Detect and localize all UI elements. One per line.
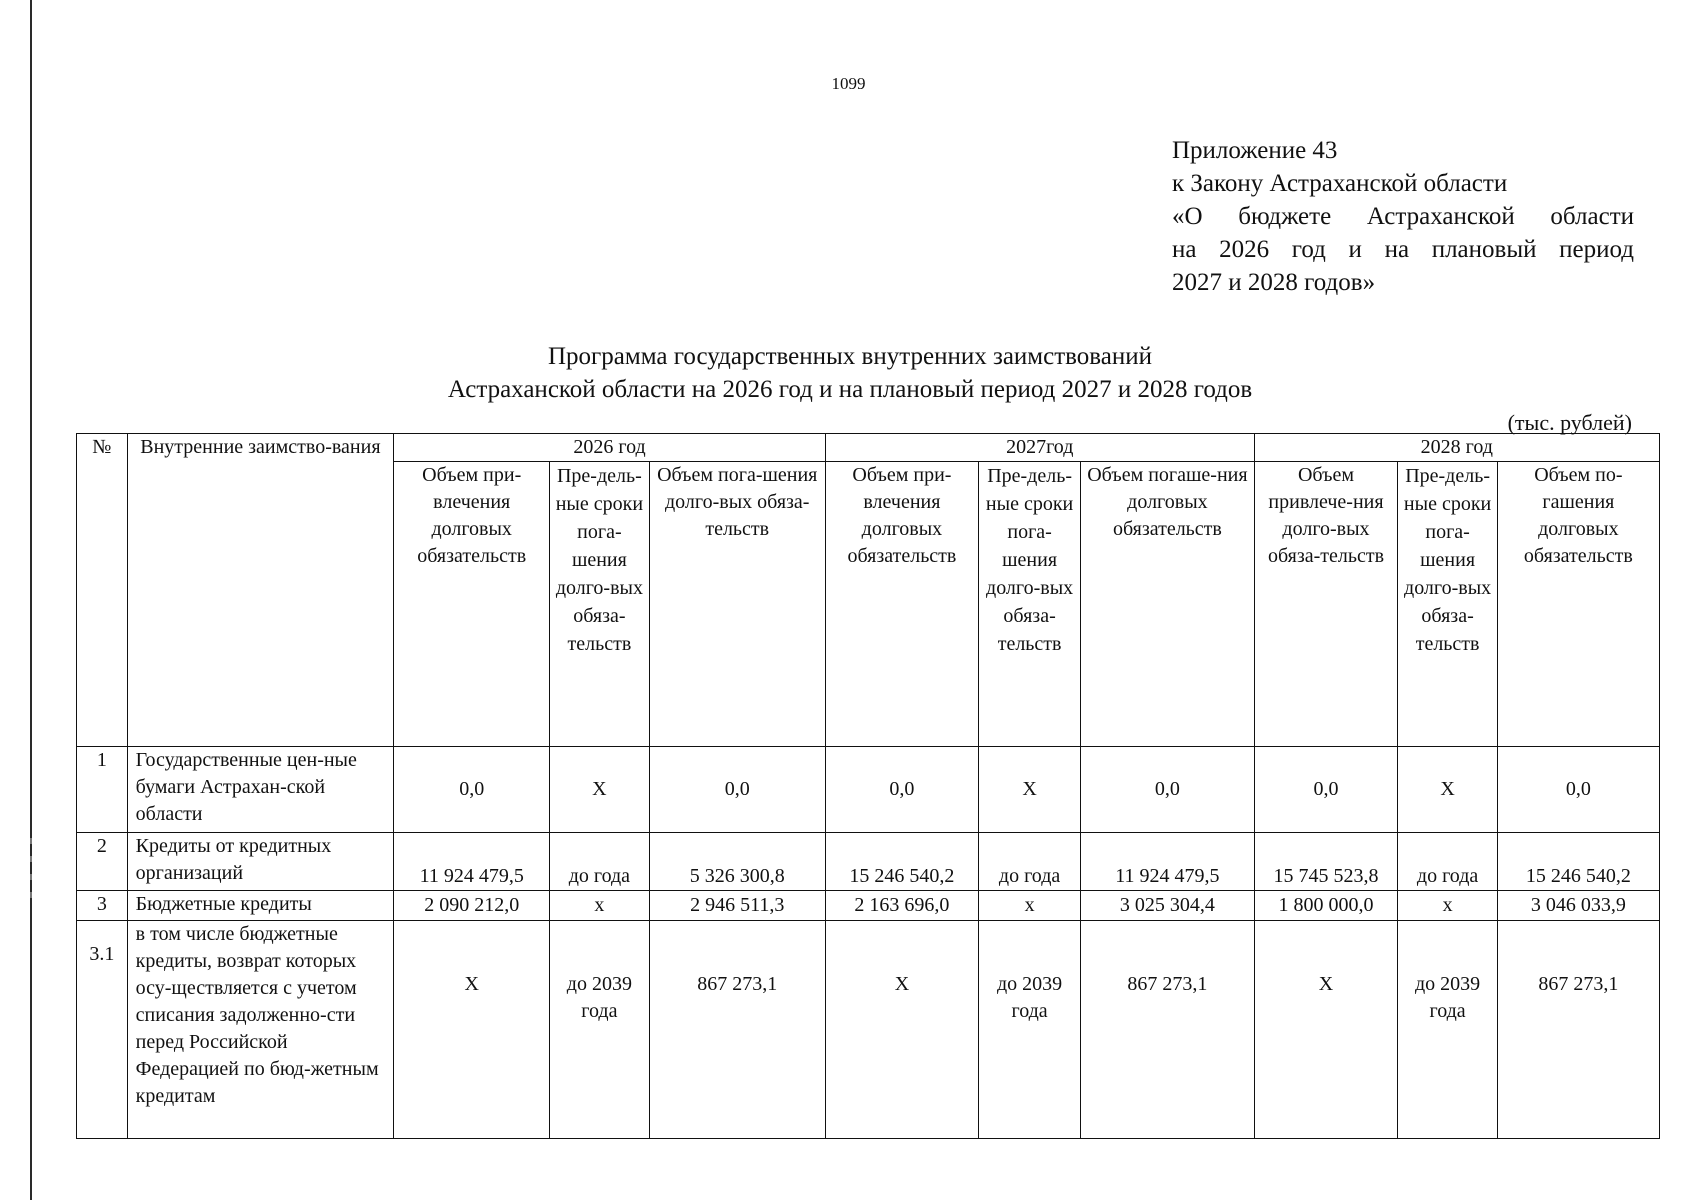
row-label: в том числе бюджетные кредиты, возврат которых осу-ществляется с учетом списания задолженно-сти перед Российской Федерацией по бюд-жетным кредитам xyxy=(127,921,394,1139)
cell-2027-attract: 2 163 696,0 xyxy=(825,891,978,921)
cell-2026-repay: 5 326 300,8 xyxy=(649,833,825,891)
cell-2028-term: до года xyxy=(1398,833,1497,891)
row-label: Государственные цен-ные бумаги Астрахан-ской области xyxy=(127,747,394,833)
cell-2026-repay: 2 946 511,3 xyxy=(649,891,825,921)
cell-2027-attract: 15 246 540,2 xyxy=(825,833,978,891)
cell-2027-repay: 867 273,1 xyxy=(1081,921,1254,1139)
header-row-years xyxy=(77,434,1660,462)
cell-2028-repay: 0,0 xyxy=(1497,747,1659,833)
header-year-2026: 2026 год xyxy=(394,434,826,462)
title-line-2: Астраханской области на 2026 год и на плановый период 2027 и 2028 годов xyxy=(447,376,1253,403)
borrowings-table xyxy=(76,433,1660,1139)
cell-2026-repay: 0,0 xyxy=(649,747,825,833)
header-year-2028: 2028 год xyxy=(1254,434,1659,462)
row-number: 3.1 xyxy=(77,921,128,1139)
cell-2028-attract: Х xyxy=(1254,921,1398,1139)
table-row xyxy=(77,891,1660,921)
cell-2027-term: Х xyxy=(978,747,1080,833)
cell-2027-repay: 3 025 304,4 xyxy=(1081,891,1254,921)
cell-2027-attract: Х xyxy=(825,921,978,1139)
header-2026-attract: Объем при-влечения долговых обязательств xyxy=(394,462,550,747)
row-number: 1 xyxy=(77,747,128,833)
cell-2028-attract: 1 800 000,0 xyxy=(1254,891,1398,921)
header-2028-attract: Объем привлече-ния долго-вых обяза-тельств xyxy=(1254,462,1398,747)
cell-2027-attract: 0,0 xyxy=(825,747,978,833)
cell-2026-term: х xyxy=(550,891,649,921)
cell-2028-term: до 2039 года xyxy=(1398,921,1497,1139)
cell-2028-attract: 15 745 523,8 xyxy=(1254,833,1398,891)
cell-2028-repay: 867 273,1 xyxy=(1497,921,1659,1139)
cell-2026-attract: 2 090 212,0 xyxy=(394,891,550,921)
title-line-1: Программа государственных внутренних заимствований xyxy=(548,343,1152,370)
scan-mark xyxy=(30,892,32,898)
cell-2028-attract: 0,0 xyxy=(1254,747,1398,833)
cell-2026-term: Х xyxy=(550,747,649,833)
cell-2026-attract: Х xyxy=(394,921,550,1139)
appendix-line-2: к Закону Астраханской области xyxy=(1172,170,1508,197)
cell-2027-term: х xyxy=(978,891,1080,921)
row-label: Бюджетные кредиты xyxy=(127,891,394,921)
header-2028-term: Пре-дель-ные сроки пога-шения долго-вых обяза-тельств xyxy=(1398,462,1497,747)
cell-2027-repay: 11 924 479,5 xyxy=(1081,833,1254,891)
scan-mark xyxy=(30,838,32,844)
appendix-header xyxy=(1172,134,1634,299)
cell-2027-term: до года xyxy=(978,833,1080,891)
appendix-line-4: на 2026 год и на плановый период xyxy=(1172,236,1634,263)
scan-margin-line xyxy=(30,0,32,1200)
appendix-line-3: «О бюджете Астраханской области xyxy=(1172,203,1634,230)
cell-2026-attract: 0,0 xyxy=(394,747,550,833)
header-2027-attract: Объем при-влечения долговых обязательств xyxy=(825,462,978,747)
cell-2028-repay: 15 246 540,2 xyxy=(1497,833,1659,891)
table-row xyxy=(77,747,1660,833)
cell-2028-term: х xyxy=(1398,891,1497,921)
header-year-2027: 2027год xyxy=(825,434,1254,462)
document-title xyxy=(300,340,1400,406)
scan-mark xyxy=(30,856,32,862)
cell-2028-repay: 3 046 033,9 xyxy=(1497,891,1659,921)
scan-mark xyxy=(30,874,32,880)
row-number: 2 xyxy=(77,833,128,891)
units-label: (тыс. рублей) xyxy=(1507,410,1632,435)
cell-2026-term: до 2039 года xyxy=(550,921,649,1139)
cell-2028-term: Х xyxy=(1398,747,1497,833)
cell-2026-repay: 867 273,1 xyxy=(649,921,825,1139)
cell-2026-attract: 11 924 479,5 xyxy=(394,833,550,891)
table-row xyxy=(77,921,1660,1139)
header-2027-term: Пре-дель-ные сроки пога-шения долго-вых обяза-тельств xyxy=(978,462,1080,747)
header-2027-repay: Объем погаше-ния долговых обязательств xyxy=(1081,462,1254,747)
cell-2027-repay: 0,0 xyxy=(1081,747,1254,833)
header-num: № xyxy=(77,434,128,747)
row-number: 3 xyxy=(77,891,128,921)
appendix-line-5: 2027 и 2028 годов» xyxy=(1172,269,1376,296)
page-number: 1099 xyxy=(831,74,866,93)
table-row xyxy=(77,833,1660,891)
cell-2027-term: до 2039 года xyxy=(978,921,1080,1139)
row-label: Кредиты от кредитных организаций xyxy=(127,833,394,891)
appendix-line-1: Приложение 43 xyxy=(1172,137,1338,164)
cell-2026-term: до года xyxy=(550,833,649,891)
header-2026-term: Пре-дель-ные сроки пога-шения долго-вых обяза-тельств xyxy=(550,462,649,747)
header-name: Внутренние заимство-вания xyxy=(127,434,394,747)
header-2028-repay: Объем по-гашения долговых обязательств xyxy=(1497,462,1659,747)
header-2026-repay: Объем пога-шения долго-вых обяза-тельств xyxy=(649,462,825,747)
